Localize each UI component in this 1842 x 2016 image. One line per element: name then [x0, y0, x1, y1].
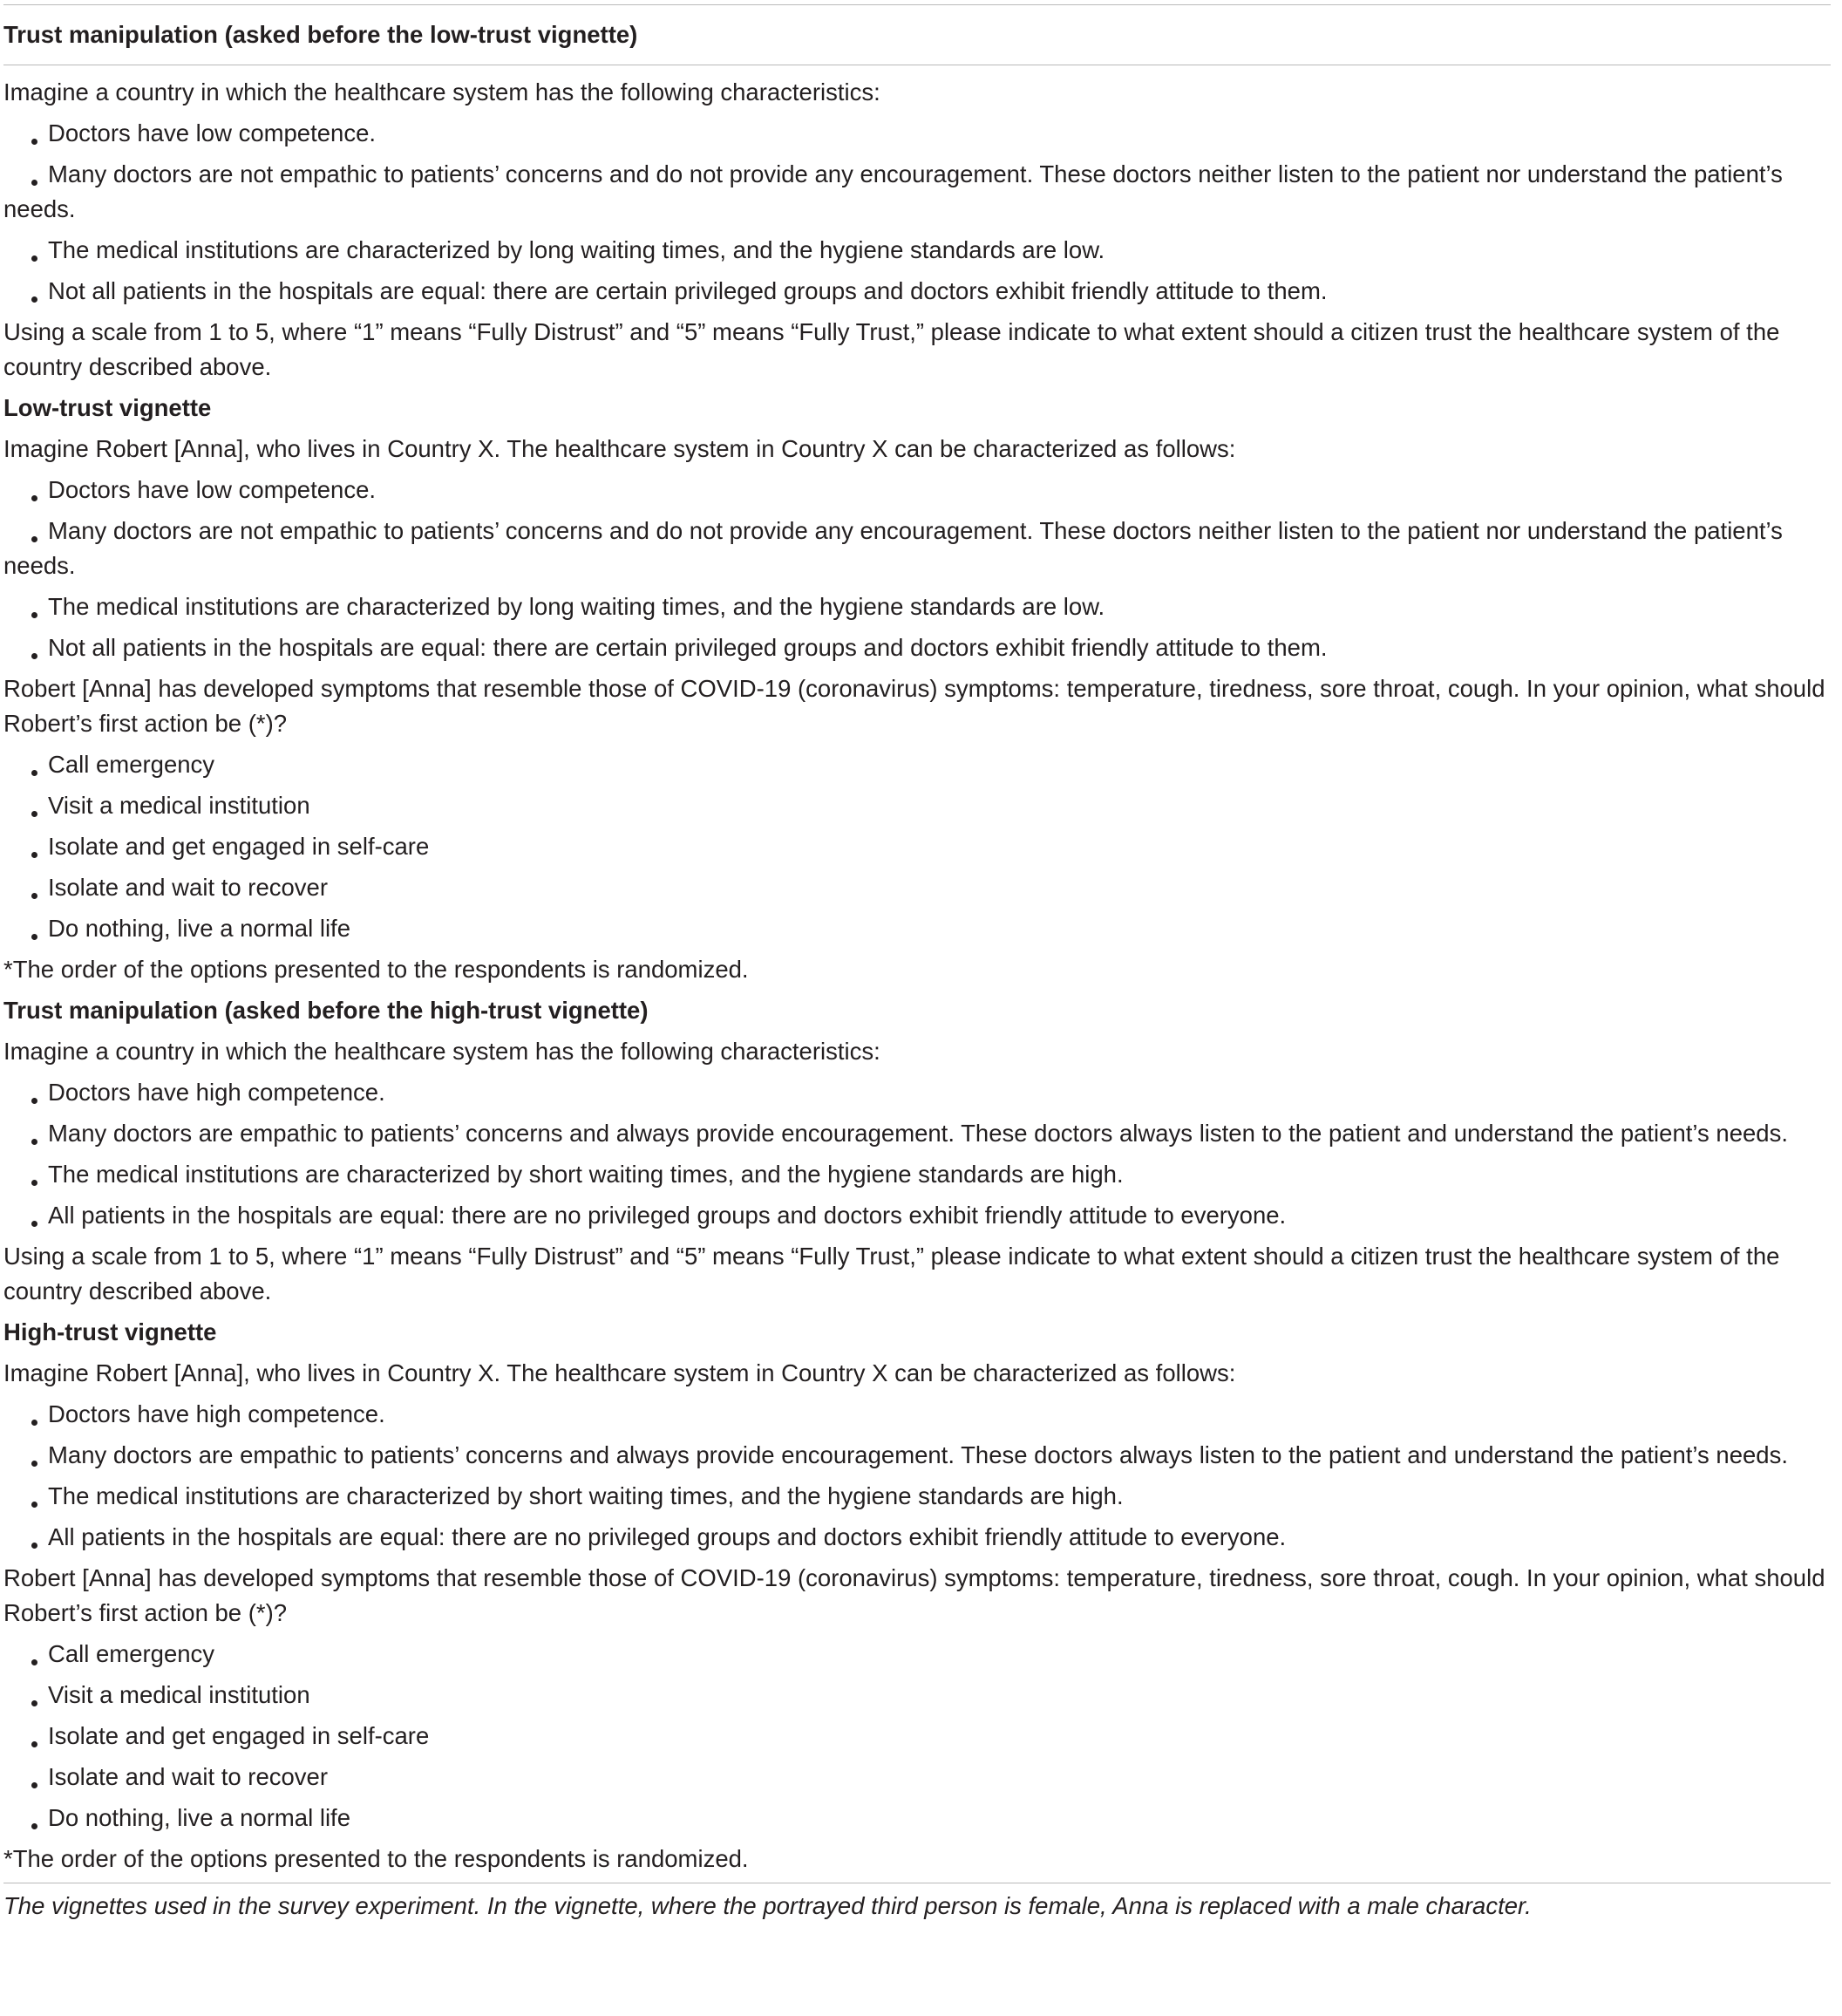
list-item: Many doctors are not empathic to patients’ concerns and do not provide any encouragement. These doctors neither listen to the patient nor understand the patient’s needs. [3, 160, 1783, 222]
high-vignette-heading: High-trust vignette [3, 1318, 217, 1345]
bullet-icon [31, 1741, 37, 1747]
list-item: Isolate and get engaged in self-care [3, 829, 1831, 864]
bullet-icon [31, 296, 37, 303]
list-item: Not all patients in the hospitals are equal: there are certain privileged groups and doctors exhibit friendly attitude to them. [3, 630, 1831, 665]
table-header: Trust manipulation (asked before the low-trust vignette) [3, 21, 638, 48]
bullet-icon [31, 139, 37, 145]
high-manipulation-heading: Trust manipulation (asked before the high-trust vignette) [3, 997, 649, 1024]
bullet-icon [31, 1543, 37, 1549]
bullet-icon [31, 255, 37, 262]
list-item: The medical institutions are characterized by short waiting times, and the hygiene standards are high. [3, 1479, 1831, 1514]
low-vignette-intro: Imagine Robert [Anna], who lives in Country X. The healthcare system in Country X can be characterized as follows: [3, 435, 1236, 462]
bullet-icon [31, 1420, 37, 1426]
bullet-icon [31, 770, 37, 776]
bullet-icon [31, 1700, 37, 1706]
list-item: Doctors have low competence. [3, 473, 1831, 507]
list-item: Doctors have high competence. [3, 1397, 1831, 1432]
list-item: Isolate and wait to recover [3, 870, 1831, 905]
list-item: Not all patients in the hospitals are equal: there are certain privileged groups and doctors exhibit friendly attitude to them. [3, 274, 1831, 309]
bullet-icon [31, 1139, 37, 1145]
bullet-icon [31, 1782, 37, 1788]
list-item: Call emergency [3, 747, 1831, 782]
bullet-icon [31, 934, 37, 940]
list-item: The medical institutions are characterized by short waiting times, and the hygiene standards are high. [3, 1157, 1831, 1192]
bullet-icon [31, 1461, 37, 1467]
list-item: The medical institutions are characterized by long waiting times, and the hygiene standards are low. [3, 233, 1831, 268]
low-vignette-heading: Low-trust vignette [3, 394, 212, 421]
list-item: Do nothing, live a normal life [3, 911, 1831, 946]
low-trust-manipulation-section [3, 75, 1831, 385]
bullet-icon [31, 653, 37, 659]
list-item: Visit a medical institution [3, 1678, 1831, 1713]
list-item: Doctors have high competence. [3, 1075, 1831, 1110]
bullet-icon [31, 1502, 37, 1508]
vignette-table [0, 4, 1831, 1924]
bullet-icon [31, 1180, 37, 1186]
list-item: Visit a medical institution [3, 788, 1831, 823]
bullet-icon [31, 180, 37, 186]
high-vignette-note: *The order of the options presented to the respondents is randomized. [3, 1845, 749, 1872]
list-item: Isolate and wait to recover [3, 1760, 1831, 1795]
low-vignette-note: *The order of the options presented to the respondents is randomized. [3, 956, 749, 983]
list-item: Doctors have low competence. [3, 116, 1831, 151]
list-item: Call emergency [3, 1637, 1831, 1672]
low-trust-vignette-section [3, 391, 1831, 987]
bullet-icon [31, 612, 37, 618]
bullet-icon [31, 1659, 37, 1665]
bullet-icon [31, 495, 37, 501]
list-item: The medical institutions are characterized by long waiting times, and the hygiene standards are low. [3, 589, 1831, 624]
bullet-icon [31, 852, 37, 858]
table-caption: The vignettes used in the survey experiment. In the vignette, where the portrayed third person is female, Anna is replaced with a male character. [3, 1892, 1532, 1919]
low-manipulation-question: Using a scale from 1 to 5, where “1” means “Fully Distrust” and “5” means “Fully Trust,” please indicate to what extent should a citizen trust the healthcare system of the country described above. [3, 318, 1780, 380]
bullet-icon [31, 811, 37, 817]
bullet-icon [31, 893, 37, 899]
list-item: All patients in the hospitals are equal: there are no privileged groups and doctors exhibit friendly attitude to everyone. [3, 1198, 1831, 1233]
high-trust-manipulation-section [3, 993, 1831, 1309]
bullet-icon [31, 1823, 37, 1829]
high-vignette-question: Robert [Anna] has developed symptoms that resemble those of COVID-19 (coronavirus) symptoms: temperature, tiredness, sore throat, cough. In your opinion, what should Robert’s first action be (*)? [3, 1564, 1825, 1626]
high-manipulation-intro: Imagine a country in which the healthcare system has the following characteristics: [3, 1038, 880, 1065]
bullet-icon [31, 536, 37, 542]
bullet-icon [31, 1221, 37, 1227]
high-manipulation-question: Using a scale from 1 to 5, where “1” means “Fully Distrust” and “5” means “Fully Trust,” please indicate to what extent should a citizen trust the healthcare system of the country described above. [3, 1243, 1780, 1304]
bullet-icon [31, 1098, 37, 1104]
list-item: Do nothing, live a normal life [3, 1801, 1831, 1836]
list-item: Many doctors are empathic to patients’ concerns and always provide encouragement. These doctors always listen to the patient and understand the patient’s needs. [3, 1438, 1831, 1473]
high-trust-vignette-section [3, 1315, 1831, 1876]
list-item: Isolate and get engaged in self-care [3, 1719, 1831, 1754]
high-vignette-intro: Imagine Robert [Anna], who lives in Country X. The healthcare system in Country X can be characterized as follows: [3, 1359, 1236, 1386]
list-item: All patients in the hospitals are equal: there are no privileged groups and doctors exhibit friendly attitude to everyone. [3, 1520, 1831, 1555]
list-item: Many doctors are not empathic to patients’ concerns and do not provide any encouragement. These doctors neither listen to the patient nor understand the patient’s needs. [3, 517, 1783, 579]
list-item: Many doctors are empathic to patients’ concerns and always provide encouragement. These doctors always listen to the patient and understand the patient’s needs. [3, 1116, 1831, 1151]
low-manipulation-intro: Imagine a country in which the healthcare system has the following characteristics: [3, 78, 880, 106]
low-vignette-question: Robert [Anna] has developed symptoms that resemble those of COVID-19 (coronavirus) symptoms: temperature, tiredness, sore throat, cough. In your opinion, what should Robert’s first action be (*)? [3, 675, 1825, 737]
